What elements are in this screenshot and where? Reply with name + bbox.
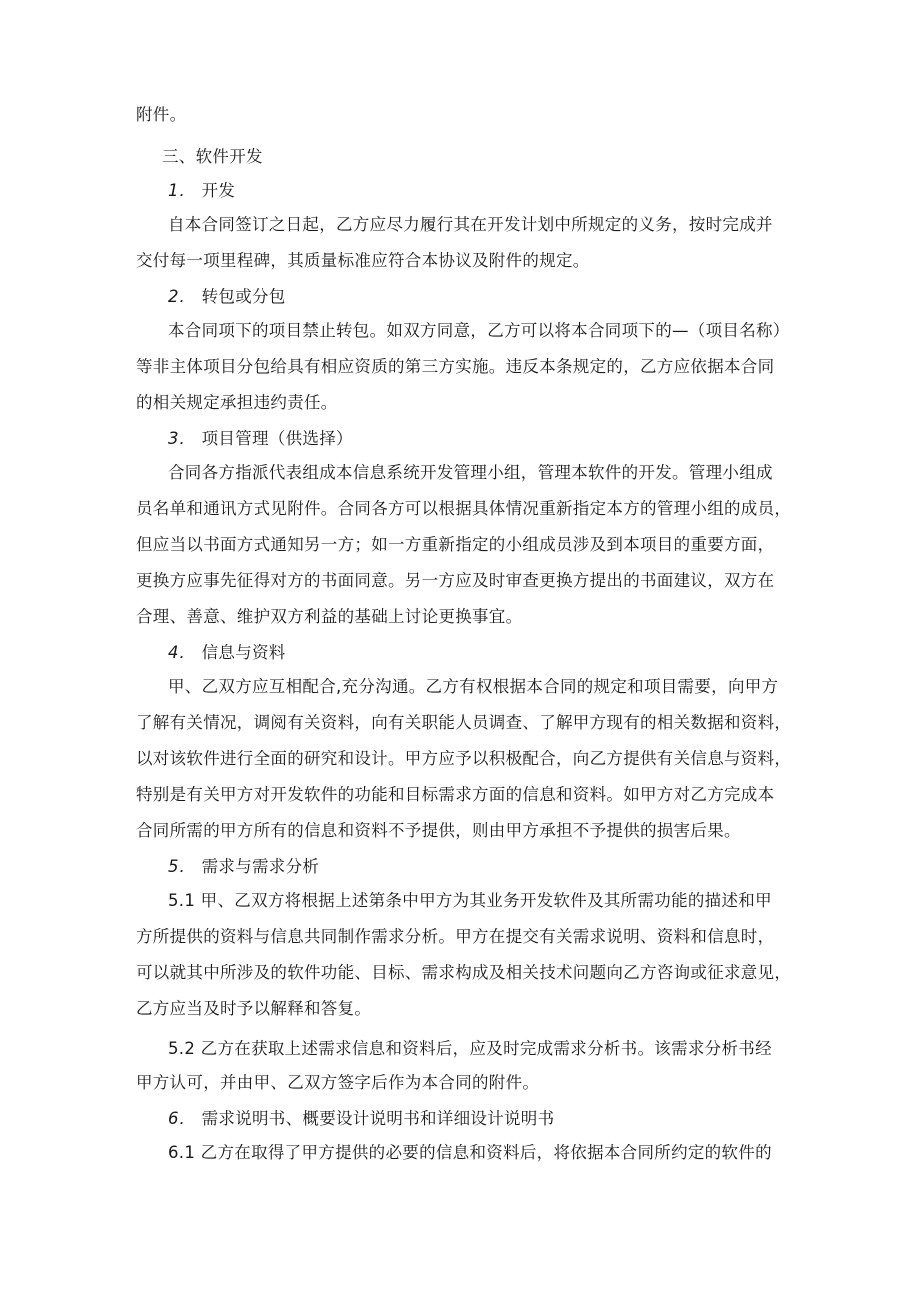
clause-heading [168, 1108, 554, 1130]
text-line: 乙方应当及时予以解释和答复。 [136, 999, 372, 1018]
clause-number: 6． [168, 1109, 196, 1128]
text-line: 甲、乙双方应互相配合,充分沟通。乙方有权根据本合同的规定和项目需要，向甲方 [168, 677, 779, 696]
clause-title: 项目管理（供选择） [201, 429, 353, 448]
clause-number: 4． [168, 643, 196, 662]
clause-heading [168, 428, 353, 450]
clause-number: 2． [168, 287, 196, 306]
clause-heading [168, 286, 286, 308]
clause-title: 开发 [201, 181, 236, 200]
text-line: 交付每一项里程碑，其质量标准应符合本协议及附件的规定。 [136, 251, 590, 270]
text-line: 附件。 [136, 105, 187, 124]
text-line: 但应当以书面方式通知另一方；如一方重新指定的小组成员涉及到本项目的重要方面， [136, 535, 775, 554]
text-line: 甲方认可，并由甲、乙双方签字后作为本合同的附件。 [136, 1073, 540, 1092]
text-line: 5.1 甲、乙双方将根据上述第条中甲方为其业务开发软件及其所需功能的描述和甲 [168, 891, 772, 910]
text-line: 自本合同签订之日起，乙方应尽力履行其在开发计划中所规定的义务，按时完成并 [168, 215, 773, 234]
section-heading: 三、软件开发 [162, 147, 263, 166]
clause-number: 1． [168, 181, 196, 200]
text-line: 特别是有关甲方对开发软件的功能和目标需求方面的信息和资料。如甲方对乙方完成本 [136, 785, 775, 804]
clause-title: 需求与需求分析 [201, 857, 320, 876]
clause-title: 转包或分包 [201, 287, 286, 306]
clause-heading [168, 856, 319, 878]
text-line: 合理、善意、维护双方利益的基础上讨论更换事宜。 [136, 607, 523, 626]
clause-number: 5． [168, 857, 196, 876]
clause-number: 3． [168, 429, 196, 448]
text-line: 了解有关情况，调阅有关资料，向有关职能人员调查、了解甲方现有的相关数据和资料， [136, 713, 792, 732]
text-line: 合同各方指派代表组成本信息系统开发管理小组，管理本软件的开发。管理小组成 [168, 463, 773, 482]
clause-heading [168, 642, 286, 664]
clause-title: 信息与资料 [201, 643, 286, 662]
text-line: 6.1 乙方在取得了甲方提供的必要的信息和资料后，将依据本合同所约定的软件的 [168, 1143, 772, 1162]
text-line: 等非主体项目分包给具有相应资质的第三方实施。违反本条规定的，乙方应依据本合同 [136, 357, 775, 376]
text-line: 以对该软件进行全面的研究和设计。甲方应予以积极配合，向乙方提供有关信息与资料， [136, 749, 792, 768]
text-line: 员名单和通讯方式见附件。合同各方可以根据具体情况重新指定本方的管理小组的成员， [136, 499, 792, 518]
text-line: 可以就其中所涉及的软件功能、目标、需求构成及相关技术问题向乙方咨询或征求意见， [136, 963, 792, 982]
text-line: 更换方应事先征得对方的书面同意。另一方应及时审查更换方提出的书面建议，双方在 [136, 571, 775, 590]
text-line: 的相关规定承担违约责任。 [136, 393, 338, 412]
clause-title: 需求说明书、概要设计说明书和详细设计说明书 [201, 1109, 555, 1128]
text-line: 5.2 乙方在获取上述需求信息和资料后，应及时完成需求分析书。该需求分析书经 [168, 1039, 772, 1058]
text-line: 方所提供的资料与信息共同制作需求分析。甲方在提交有关需求说明、资料和信息时， [136, 927, 775, 946]
text-line: 本合同项下的项目禁止转包。如双方同意，乙方可以将本合同项下的—（项目名称） [168, 321, 790, 340]
text-line: 合同所需的甲方所有的信息和资料不予提供，则由甲方承担不予提供的损害后果。 [136, 821, 741, 840]
clause-heading [168, 180, 235, 202]
